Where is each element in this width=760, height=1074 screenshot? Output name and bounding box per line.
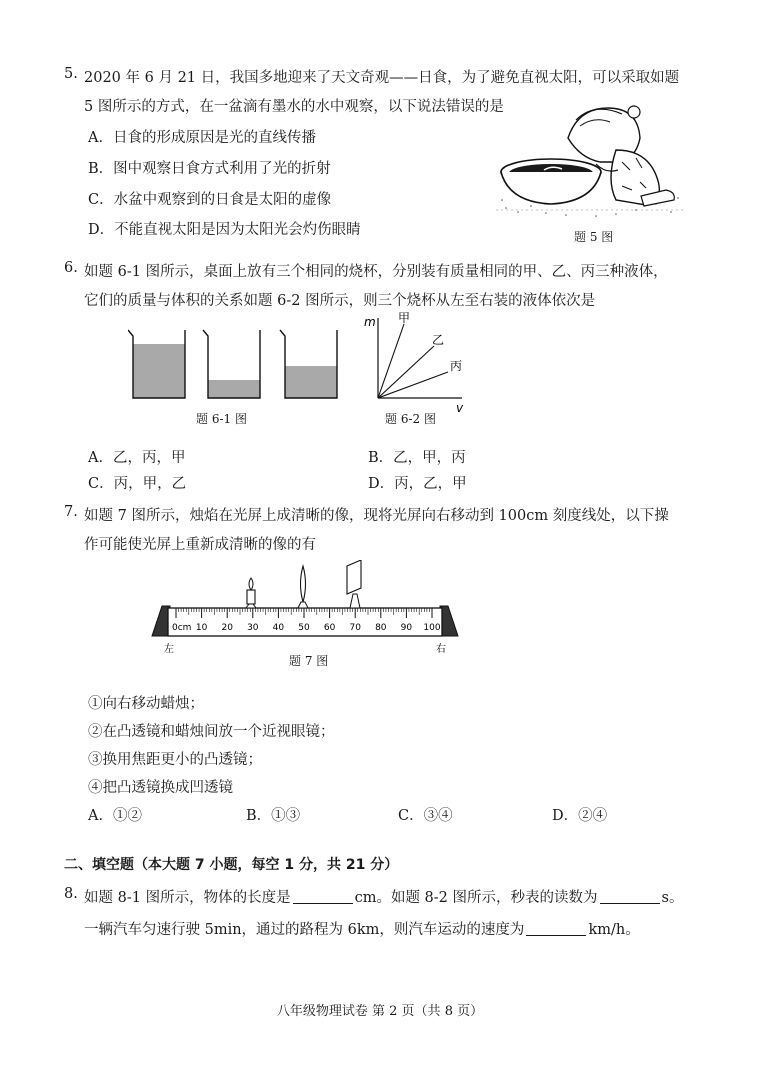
page-footer: 八年级物理试卷 第 2 页（共 8 页） [276,1004,484,1019]
q7-option-b: B．①③ [246,808,301,824]
q8-line1 [84,886,683,907]
q6-option-c: C．丙，甲，乙 [88,476,187,492]
line-yi [378,346,434,398]
q7-number: 7. [64,504,78,520]
ruler-tick-label: 40 [272,623,285,633]
q5-option-b: B．图中观察日食方式利用了光的折射 [88,161,331,177]
candle [246,578,256,608]
q6-caption-1: 题 6-1 图 [196,412,247,426]
right-support [440,606,458,636]
q8-text-1c: s。 [661,890,684,906]
y-axis-label: m [364,315,376,329]
q7-figure-caption: 题 7 图 [289,654,329,668]
q8-text-1a: 如题 8-1 图所示，物体的长度是 [84,890,291,906]
q6-figure-mv-graph [360,310,480,414]
q8-number: 8. [64,886,78,902]
beaker-left [128,330,185,398]
ruler-tick-label: 70 [349,623,361,633]
q7-figure-optical-bench [150,560,460,656]
q5-stem-line2: 5 图所示的方式，在一盆滴有墨水的水中观察，以下说法错误的是 [84,99,504,115]
q7-stem-line1: 如题 7 图所示，烛焰在光屏上成清晰的像，现将光屏向右移动到 100cm 刻度线处，以下操 [84,508,669,524]
q8-blank-stopwatch[interactable] [600,889,660,904]
q6-stem-line2: 它们的质量与体积的关系如题 6-2 图所示，则三个烧杯从左至右装的液体依次是 [84,293,596,309]
q6-option-b: B．乙，甲，丙 [368,450,466,466]
q7-item-4: ④把凸透镜换成凹透镜 [88,780,233,796]
q7-item-2: ②在凸透镜和蜡烛间放一个近视眼镜； [88,724,335,740]
q7-option-d: D．②④ [552,808,608,824]
q6-figure-beakers [128,328,348,404]
convex-lens [298,566,308,608]
series-label-jia: 甲 [398,311,411,325]
ruler-right-label: 右 [436,644,446,655]
ruler-tick-label: 60 [323,623,336,633]
q7-item-3: ③换用焦距更小的凸透镜； [88,752,262,768]
q8-text-1b: cm。如题 8-2 图所示，秒表的读数为 [354,890,598,906]
line-jia [378,324,404,398]
q6-stem-line1: 如题 6-1 图所示，桌面上放有三个相同的烧杯，分别装有质量相同的甲、乙、丙三种液体， [84,264,668,280]
ruler-tick-label: 0cm [172,623,192,633]
q6-caption-2: 题 6-2 图 [385,412,436,426]
ruler-tick-label: 90 [400,623,413,633]
ruler-left-label: 左 [164,644,174,655]
ruler-tick-label: 20 [221,623,233,633]
q8-blank-speed[interactable] [526,921,586,936]
q8-text-2a: 一辆汽车匀速行驶 5min，通过的路程为 6km，则汽车运动的速度为 [84,922,525,938]
q5-option-d: D．不能直视太阳是因为太阳光会灼伤眼睛 [88,222,361,238]
q8-line2 [84,918,640,939]
series-label-yi: 乙 [432,333,445,347]
q7-option-a: A．①② [88,808,142,824]
q5-figure-eclipse-basin [496,100,686,220]
q7-item-1: ①向右移动蜡烛； [88,696,204,712]
ruler-tick-label: 10 [195,623,208,633]
beaker-right [280,330,337,398]
x-axis-label: v [456,401,464,414]
q6-option-a: A．乙，丙，甲 [88,450,186,466]
q5-figure-caption: 题 5 图 [574,230,614,244]
ruler-tick-label: 50 [298,623,310,633]
ruler-tick-label: 30 [247,623,259,633]
q7-option-c: C．③④ [398,808,453,824]
ruler-tick-label: 80 [375,623,387,633]
q8-text-2b: km/h。 [588,922,640,938]
q5-option-c: C．水盆中观察到的日食是太阳的虚像 [88,192,332,208]
section-heading-fill-blank: 二、填空题（本大题 7 小题，每空 1 分，共 21 分） [64,857,399,873]
q8-blank-length[interactable] [293,889,353,904]
light-screen [347,560,361,608]
q6-number: 6. [64,260,78,276]
q5-option-a: A．日食的形成原因是光的直线传播 [88,130,316,146]
q5-number: 5. [64,66,78,82]
q6-option-d: D．丙，乙，甲 [368,476,467,492]
left-support [152,606,170,636]
q5-stem-line1: 2020 年 6 月 21 日，我国多地迎来了天文奇观——日食，为了避免直视太阳，可以采取如题 [84,70,680,86]
beaker-middle [203,330,260,398]
q7-stem-line2: 作可能使光屏上重新成清晰的像的有 [84,537,316,553]
ruler-tick-label: 100 [423,623,441,633]
line-bing [378,372,448,398]
series-label-bing: 丙 [450,359,463,373]
